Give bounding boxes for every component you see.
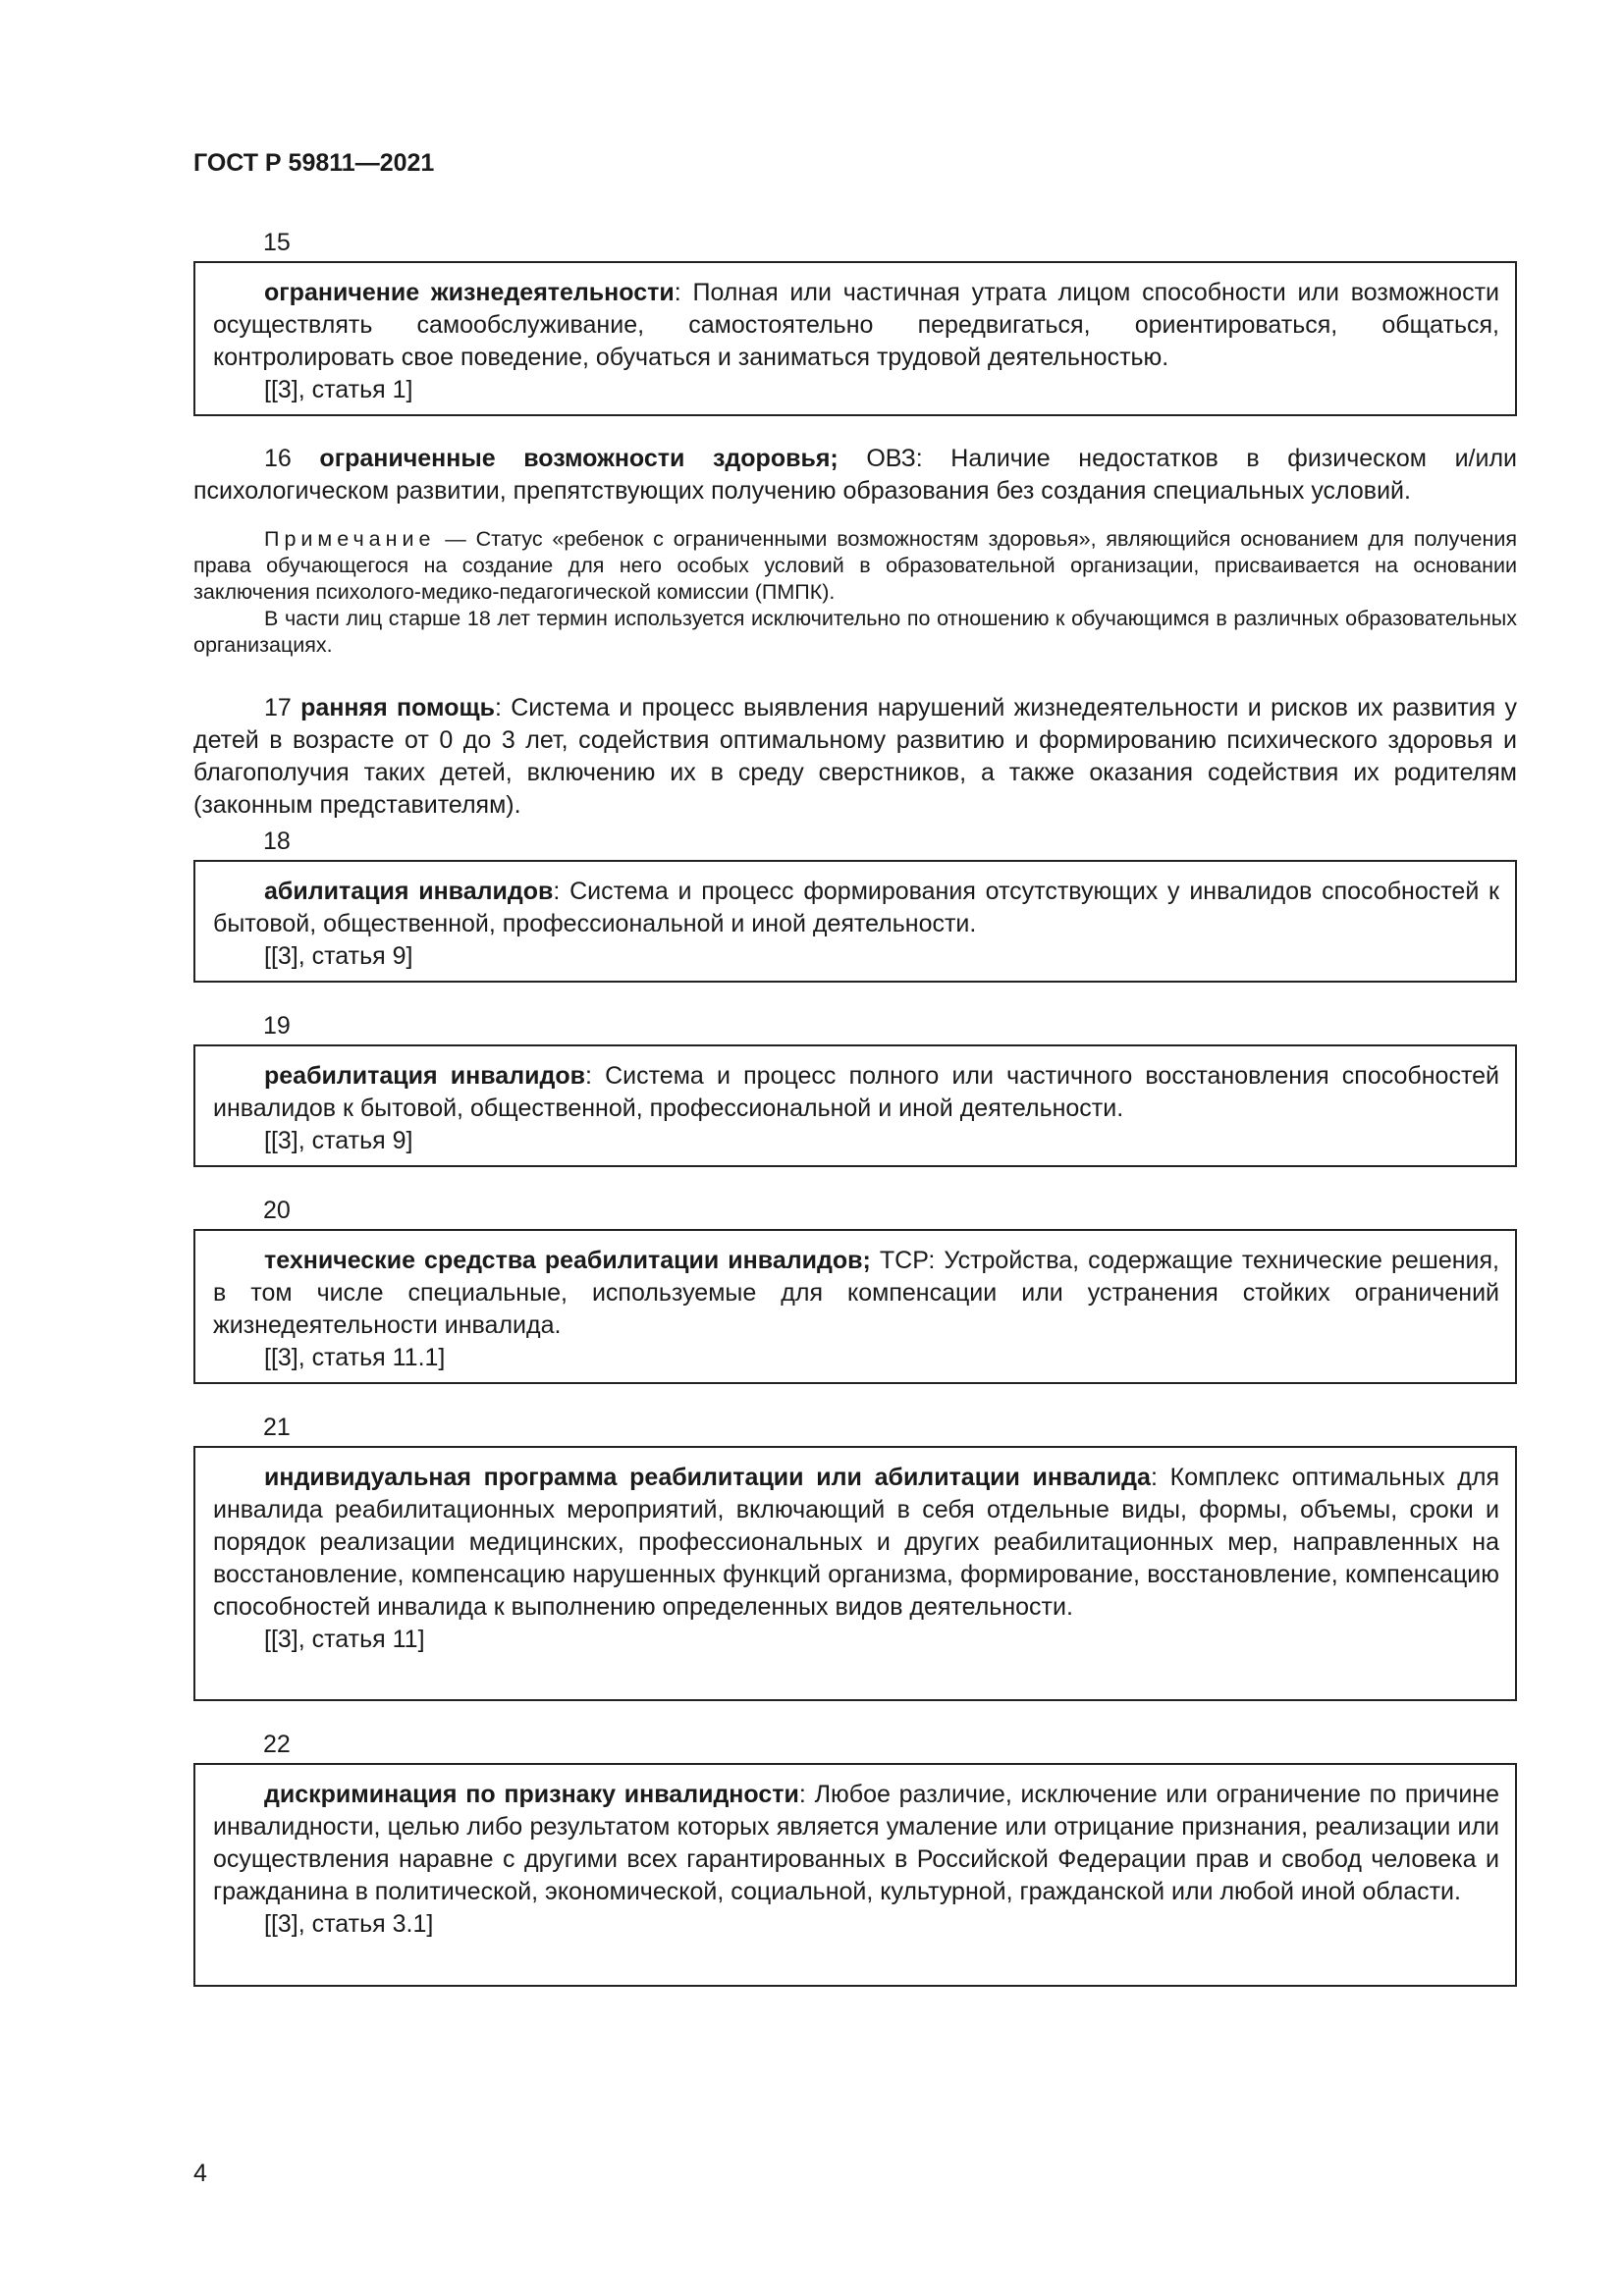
note-label: Примечание bbox=[264, 527, 436, 551]
term-text: : Система и процесс формирования отсутствующих у инвалидов способностей к бытовой, общественной, профессиональной и иной деятельности. bbox=[213, 878, 1499, 937]
term-box bbox=[193, 1044, 1517, 1167]
note-text: В части лиц старше 18 лет термин используется исключительно по отношению к обучающимся в различных образовательных организациях. bbox=[193, 607, 1517, 657]
term-definition bbox=[213, 1462, 1499, 1624]
term-source: [[3], статья 3.1] bbox=[264, 1910, 434, 1938]
term-title: технические средства реабилитации инвалидов; bbox=[264, 1247, 871, 1274]
term-number: 21 bbox=[263, 1414, 291, 1441]
term-paragraph bbox=[193, 692, 1517, 822]
term-source: [[3], статья 11.1] bbox=[264, 1344, 446, 1371]
term-title: реабилитация инвалидов bbox=[264, 1062, 585, 1090]
note-text: — Статус «ребенок с ограниченными возможностям здоровья», являющийся основанием для получения права обучающегося на создание для него особых условий в образовательной организации, присваивается на основании заключения психолого-медико-педагогической комиссии (ПМПК). bbox=[193, 527, 1517, 604]
term-definition bbox=[213, 277, 1499, 374]
term-title: ограниченные возможности здоровья; bbox=[319, 445, 839, 472]
term-number: 20 bbox=[263, 1197, 291, 1224]
term-definition bbox=[213, 1245, 1499, 1342]
term-text: : Комплекс оптимальных для инвалида реабилитационных мероприятий, включающий в себя отдельные виды, формы, объемы, сроки и порядок реализации медицинских, профессиональных и других реабилитационных мер, направленных на восстановление, компенсацию нарушенных функций организма, формирование, восстановление, компенсацию способностей инвалида к выполнению определенных видов деятельности. bbox=[213, 1464, 1500, 1621]
term-title: дискриминация по признаку инвалидности bbox=[264, 1781, 799, 1808]
document-header: ГОСТ Р 59811—2021 bbox=[193, 149, 435, 177]
term-paragraph bbox=[193, 443, 1517, 507]
term-definition bbox=[213, 876, 1499, 940]
term-box bbox=[193, 1763, 1517, 1987]
term-definition bbox=[213, 1060, 1499, 1125]
term-text: : Любое различие, исключение или ограничение по причине инвалидности, целью либо результатом которых является умаление или отрицание признания, реализации или осуществления наравне с другими всех гарантированных в Российской Федерации прав и свобод человека и гражданина в политической, экономической, социальной, культурной, гражданской или любой иной области. bbox=[213, 1781, 1499, 1905]
term-number: 19 bbox=[263, 1012, 291, 1040]
term-source: [[3], статья 9] bbox=[264, 942, 413, 970]
term-source: [[3], статья 1] bbox=[264, 376, 413, 403]
term-text: : Система и процесс выявления нарушений жизнедеятельности и рисков их развития у детей в возрасте от 0 до 3 лет, содействия оптимальному развитию и формированию психического здоровья и благополучия таких детей, включению их в среду сверстников, а также оказания содействия их родителям (законным представителям). bbox=[193, 694, 1517, 819]
term-source: [[3], статья 11] bbox=[264, 1626, 425, 1653]
term-box bbox=[193, 1446, 1517, 1701]
note-block bbox=[193, 526, 1517, 659]
term-text: ОВЗ: Наличие недостатков в физическом и/или психологическом развитии, препятствующих получению образования без создания специальных условий. bbox=[193, 445, 1517, 505]
term-definition bbox=[213, 1779, 1499, 1908]
term-number: 22 bbox=[263, 1731, 291, 1758]
term-number: 15 bbox=[263, 229, 291, 256]
term-text: ТСР: Устройства, содержащие технические решения, в том числе специальные, используемые для компенсации или устранения стойких ограничений жизнедеятельности инвалида. bbox=[213, 1247, 1499, 1339]
term-box bbox=[193, 261, 1517, 416]
term-box bbox=[193, 860, 1517, 983]
term-box bbox=[193, 1229, 1517, 1384]
term-title: ранняя помощь bbox=[300, 694, 495, 721]
term-number: 16 bbox=[264, 445, 292, 472]
term-number: 17 bbox=[264, 694, 292, 721]
term-text: : Система и процесс полного или частичного восстановления способностей инвалидов к бытовой, общественной, профессиональной и иной деятельности. bbox=[213, 1062, 1499, 1122]
term-text: : Полная или частичная утрата лицом способности или возможности осуществлять самообслуживание, самостоятельно передвигаться, ориентироваться, общаться, контролировать свое поведение, обучаться и заниматься трудовой деятельностью. bbox=[213, 279, 1500, 371]
term-title: ограничение жизнедеятельности bbox=[264, 279, 675, 306]
term-source: [[3], статья 9] bbox=[264, 1127, 413, 1154]
page-number: 4 bbox=[193, 2160, 207, 2187]
term-title: абилитация инвалидов bbox=[264, 878, 554, 905]
term-number: 18 bbox=[263, 828, 291, 855]
term-title: индивидуальная программа реабилитации или абилитации инвалида bbox=[264, 1464, 1151, 1491]
